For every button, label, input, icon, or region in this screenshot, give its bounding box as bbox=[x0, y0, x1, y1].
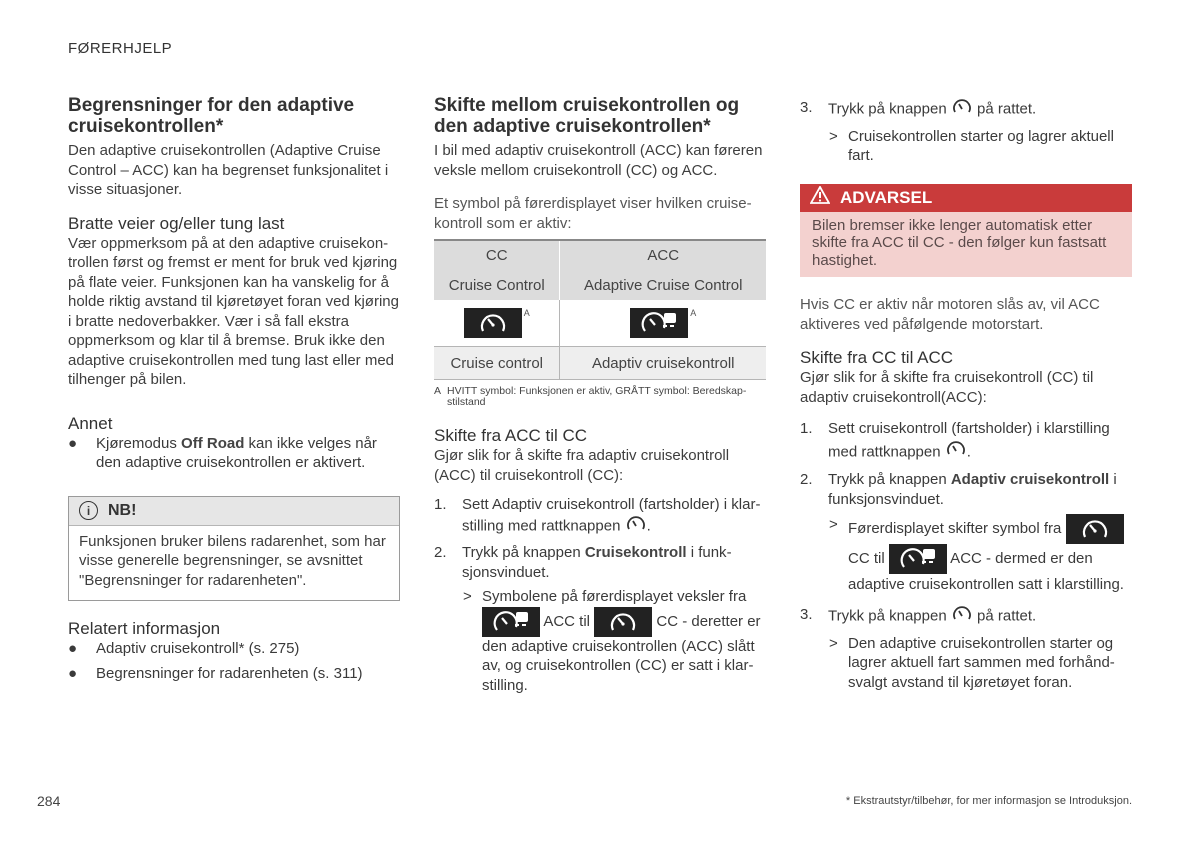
note-header bbox=[69, 497, 399, 526]
note-text: Funksjonen bruker bilens radarenhet, som har visse generelle begrensninger, se avsnittet "Begrensninger for radarenheten". bbox=[79, 532, 386, 589]
bullet-dot: ● bbox=[68, 664, 78, 682]
list-item: 1. Sett cruisekontroll (fartsholder) i klarstilling med rattknappen . bbox=[800, 417, 1132, 465]
subheading-acc-to-cc: Skifte fra ACC til CC bbox=[434, 426, 588, 445]
table-footnote: A HVITT symbol: Funksjonen er aktiv, GRÅTT symbol: Beredskapstilstand bbox=[434, 385, 747, 408]
step-result: > Førerdisplayet skifter symbol fra CC til ACC - dermed er den adaptive cruisekontrollen satt i klarstilling. bbox=[829, 516, 1124, 593]
cruise-control-symbol-icon bbox=[594, 607, 652, 637]
warning-triangle-icon bbox=[810, 186, 830, 209]
related-link[interactable]: ● Begrensninger for radarenheten (s. 311) bbox=[68, 664, 363, 682]
steering-wheel-button-icon bbox=[945, 440, 967, 465]
related-link[interactable]: ● Adaptiv cruisekontroll* (s. 275) bbox=[68, 640, 300, 657]
cc-to-acc-intro: Gjør slik for å skifte fra cruisekontroll (CC) til adaptiv cruisekontroll(ACC): bbox=[800, 369, 1094, 406]
note-title: NB! bbox=[108, 501, 137, 519]
subheading-cc-to-acc: Skifte fra CC til ACC bbox=[800, 348, 954, 367]
page-footnote: * Ekstrautstyr/tilbehør, for mer informasjon se Introduksjon. bbox=[845, 795, 1132, 807]
list-item: ● Kjøremodus Off Road kan ikke velges når den adaptive cruisekontrollen er aktivert. bbox=[68, 434, 377, 471]
list-item: 2. Trykk på knappen Adaptiv cruisekontroll i funksjonsvinduet. bbox=[800, 471, 1117, 508]
table-cell-cc: Cruise control bbox=[434, 347, 560, 380]
list-item: 1. Sett Adaptiv cruisekontroll (fartsholder) i klarstilling med rattknappen . bbox=[434, 495, 766, 538]
subheading-related: Relatert informasjon bbox=[68, 619, 221, 638]
cruise-control-symbol-icon bbox=[464, 308, 522, 338]
table-cell-acc: Adaptiv cruisekontroll bbox=[560, 347, 766, 380]
heading-limitations: Begrensninger for den adaptive cruisekontrollen* bbox=[68, 95, 355, 137]
table-header-cc: CC bbox=[485, 247, 508, 264]
symbol-table: CC ACC Cruise Control Adaptive Cruise Control $^A$ $^A$ Cruise control Adaptiv cruisekontroll bbox=[434, 239, 766, 380]
bullet-dot: ● bbox=[68, 434, 78, 452]
info-icon: i bbox=[79, 501, 98, 520]
adaptive-cruise-symbol-icon bbox=[889, 544, 947, 574]
section-label: FØRERHJELP bbox=[68, 40, 173, 57]
adaptive-cruise-symbol-icon bbox=[482, 607, 540, 637]
list-item: 3. Trykk på knappen på rattet. bbox=[800, 605, 1132, 629]
table-header-acc-name: Adaptive Cruise Control bbox=[560, 270, 766, 300]
page-number: 284 bbox=[37, 793, 61, 809]
step-result: > Cruisekontrollen starter og lagrer aktuell fart. bbox=[829, 127, 1114, 164]
list-item: 2. Trykk på knappen Cruisekontroll i funksjonsvinduet. bbox=[434, 544, 732, 581]
list-item: 3. Trykk på knappen på rattet. bbox=[800, 98, 1132, 122]
heading-switch: Skifte mellom cruisekontrollen og den adaptive cruisekontrollen* bbox=[434, 95, 740, 137]
note-box bbox=[68, 496, 400, 602]
table-header-cc-name: Cruise Control bbox=[448, 276, 545, 294]
warning-header bbox=[800, 184, 1132, 212]
cruise-control-symbol-icon bbox=[1066, 514, 1124, 544]
steering-wheel-button-icon bbox=[951, 605, 973, 629]
column-1 bbox=[68, 95, 400, 688]
cc-active-text: Hvis CC er aktiv når motoren slås av, vil ACC aktiveres ved påfølgende motorstart. bbox=[800, 296, 1100, 333]
adaptive-cruise-symbol-icon bbox=[630, 308, 688, 338]
step-result: > Symbolene på førerdisplayet veksler fra ACC til CC - deretter er den adaptive cruisekontrollen (ACC) slått av, og cruisekontrollen (CC) er satt i klarstilling. bbox=[463, 588, 761, 694]
column-3 bbox=[800, 98, 1132, 692]
warning-text: Bilen bremser ikke lenger automatisk etter skifte fra ACC til CC - den følger kun fastsatt hastighet. bbox=[800, 212, 1132, 278]
step-result: > Den adaptive cruisekontrollen starter og lagrer aktuell fart sammen med forhåndsvalgt avstand til kjøretøyet foran. bbox=[829, 634, 1115, 691]
symbol-intro: Et symbol på førerdisplayet viser hvilken cruisekontroll som er aktiv: bbox=[434, 195, 752, 232]
warning-title: ADVARSEL bbox=[840, 187, 933, 207]
table-header-acc: ACC bbox=[560, 240, 766, 270]
steering-wheel-button-icon bbox=[625, 515, 647, 539]
switch-intro: I bil med adaptiv cruisekontroll (ACC) kan føreren veksle mellom cruisekontroll (CC) og ACC. bbox=[434, 142, 763, 179]
bullet-dot: ● bbox=[68, 640, 78, 657]
subheading-other: Annet bbox=[68, 413, 113, 433]
warning-box bbox=[800, 184, 1132, 278]
column-2 bbox=[434, 95, 766, 695]
subheading-steep-roads: Bratte veier og/eller tung last bbox=[68, 213, 285, 233]
intro-text: Den adaptive cruisekontrollen (Adaptive Cruise Control – ACC) kan ha begrenset funksjonalitet i visse situasjoner. bbox=[68, 142, 389, 198]
acc-to-cc-intro: Gjør slik for å skifte fra adaptiv cruisekontroll (ACC) til cruisekontroll (CC): bbox=[434, 447, 730, 484]
steering-wheel-button-icon bbox=[951, 98, 973, 122]
steep-roads-text: Vær oppmerksom på at den adaptive cruisekontrollen først og fremst er ment for bruk ved kjøring på flate veier. Funksjonen kan ha vanskelig for å holde riktig avstand til kjøretøyet foran ved kjøring i bratte nedoverbakker. Vær i så fall ekstra oppmerksom og klar til å bremse. Bruk ikke den adaptive cruisekontrollen med tung last eller med tilhenger på bilen. bbox=[68, 234, 399, 388]
